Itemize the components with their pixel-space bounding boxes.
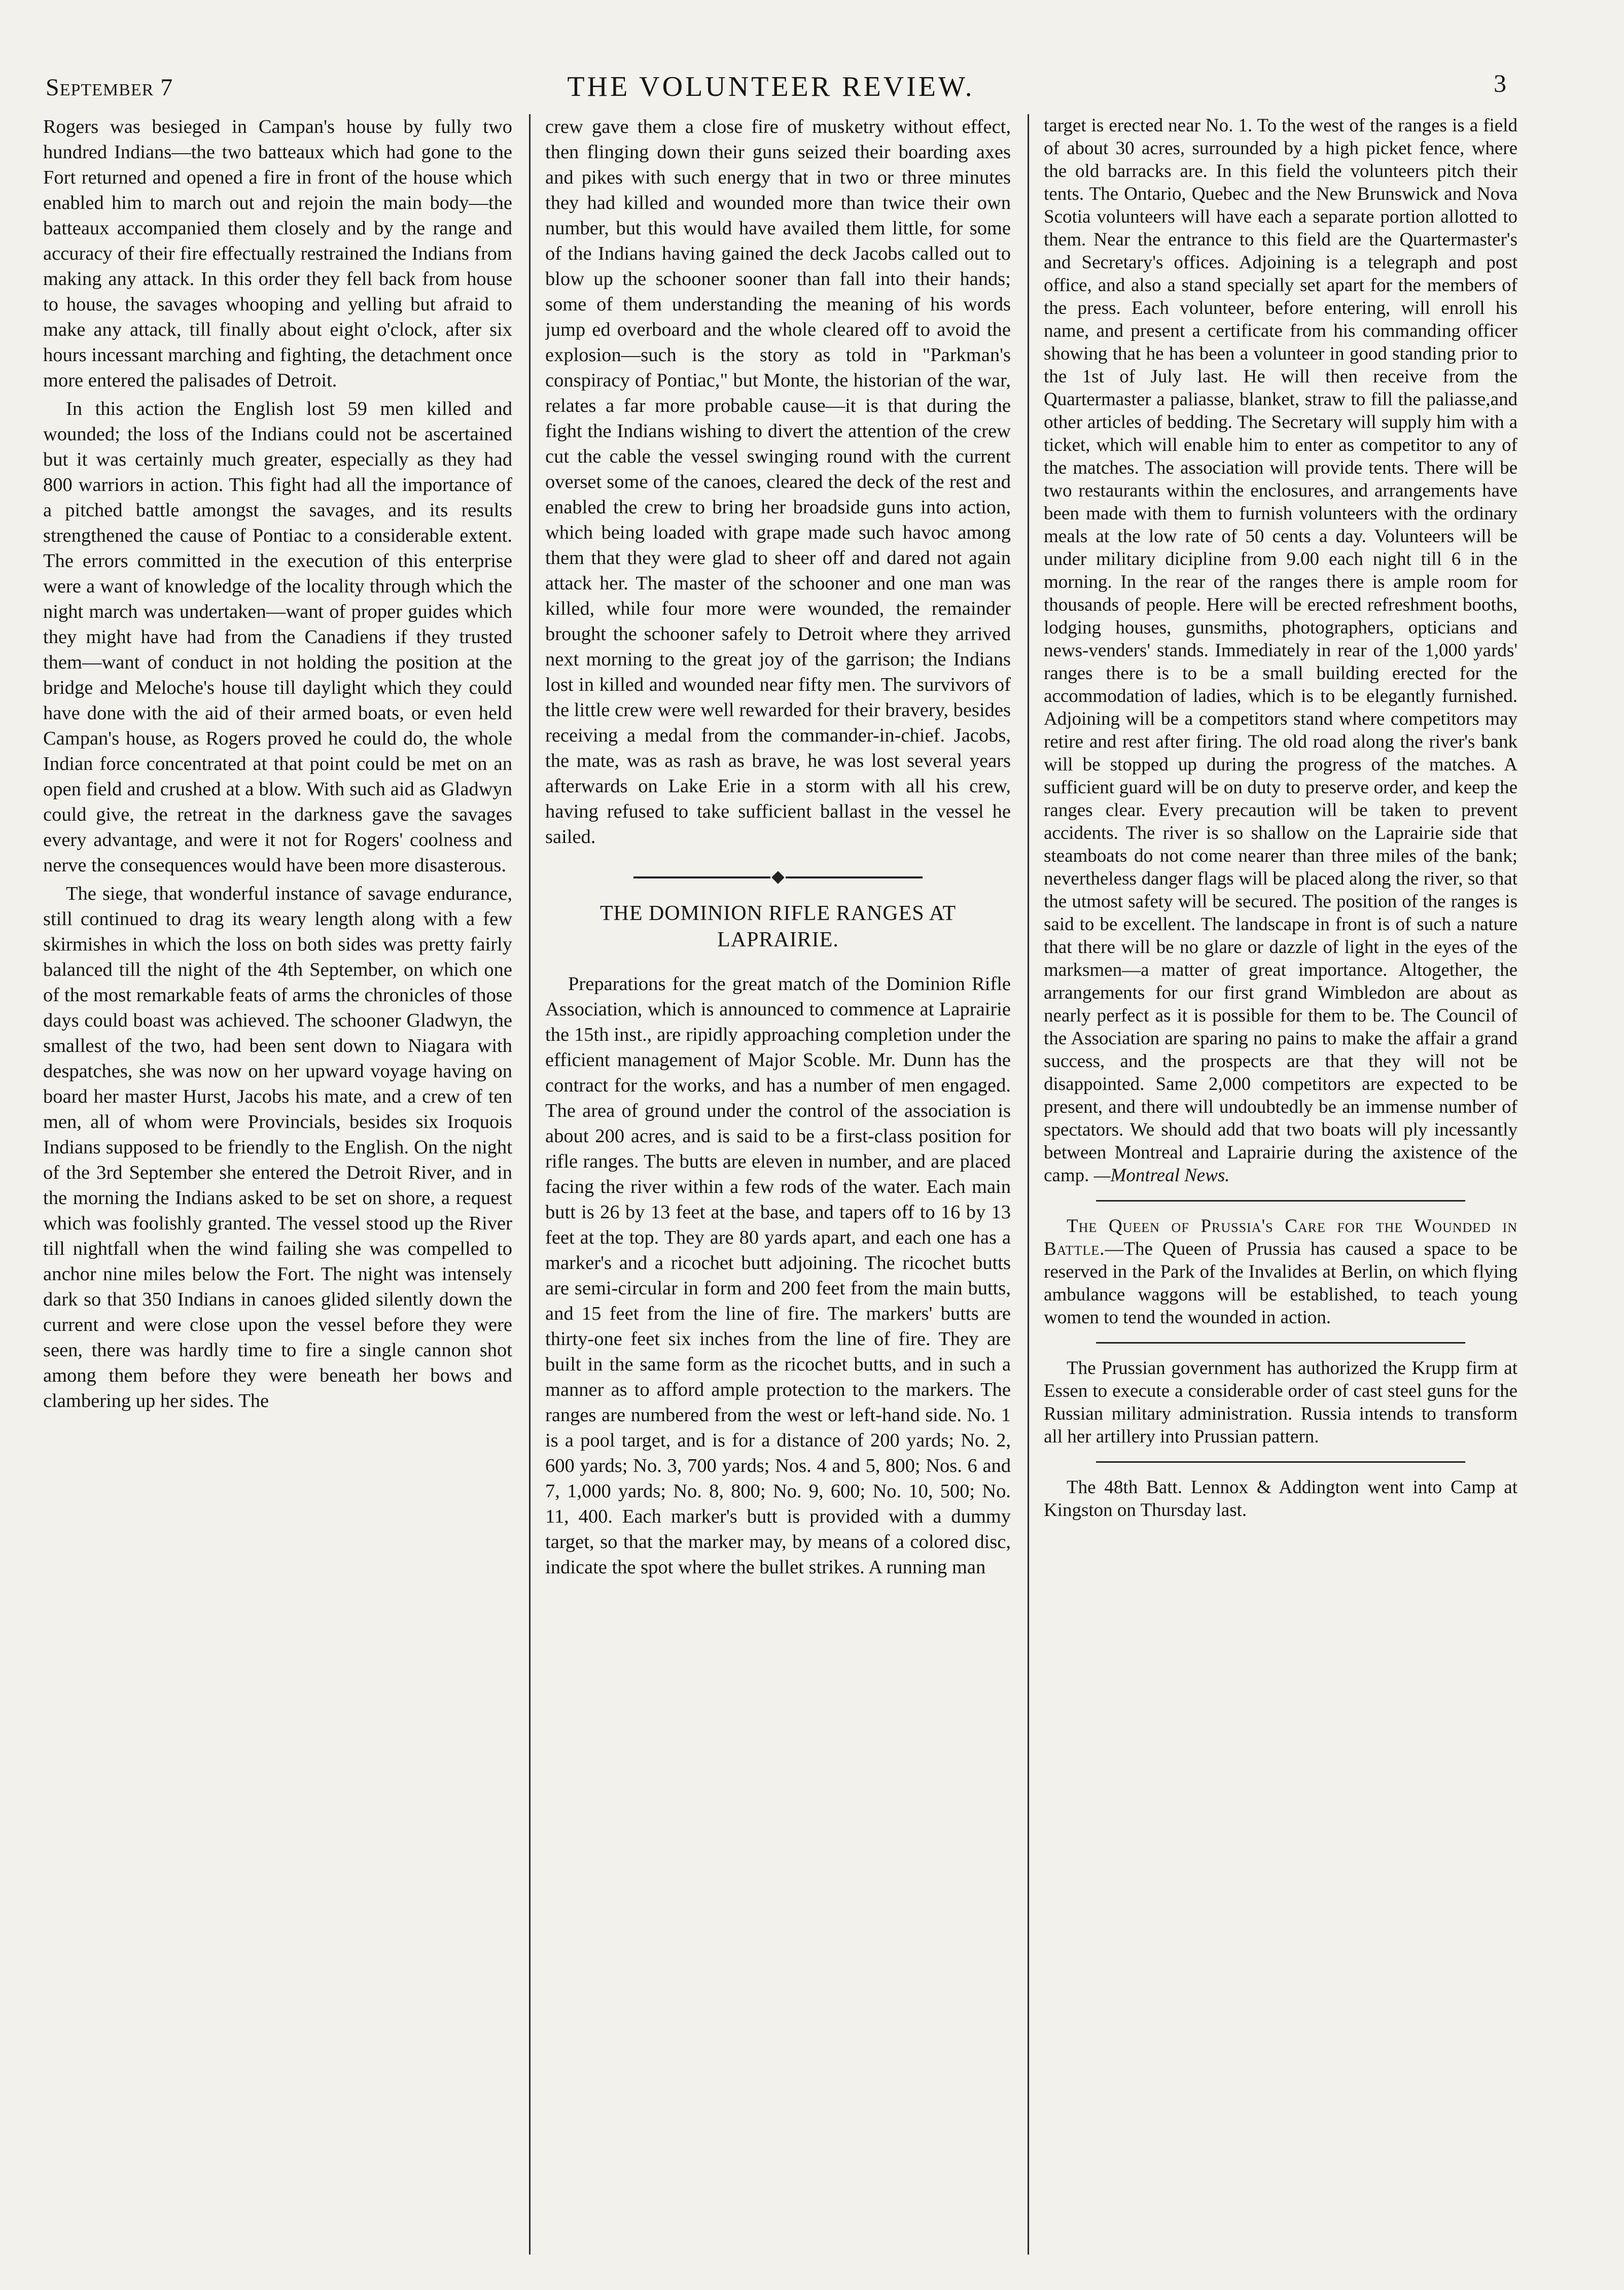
column-2 xyxy=(545,114,1011,2254)
section-rule xyxy=(1096,1342,1466,1344)
source-credit: —Montreal News. xyxy=(1093,1165,1230,1186)
article-heading: THE DOMINION RIFLE RANGES AT LAPRAIRIE. xyxy=(599,902,957,952)
section-separator xyxy=(633,870,922,885)
column-rule xyxy=(1028,114,1029,2254)
column-1 xyxy=(43,114,512,2254)
paragraph: The Prussian government has authorized the Krupp firm at Essen to execute a considerable order of cast steel guns for the Russian military administration. Russia intends to transform all her artillery into Prussian pattern. xyxy=(1044,1358,1517,1447)
paragraph xyxy=(1044,114,1517,1187)
column-rule xyxy=(529,114,531,2254)
paragraph-text: target is erected near No. 1. To the west of the ranges is a field of about 30 acres, surrounded by a high picket fence, where the old barracks are. In this field the volunteers pitch their tents. The Ontario, Quebec and the New Brunswick and Nova Scotia volunteers will have each a separate portion allotted to them. Near the entrance to this field are the Quartermaster's and Secretary's offices. Adjoining is a telegraph and post office, and also a stand specially set apart for the members of the press. Each volunteer, before entering, will enroll his name, and present a certificate from his commanding officer showing that he has been a volunteer in good standing prior to the 1st of July last. He will then receive from the Quartermaster a paliasse, blanket, straw to fill the paliasse,and other articles of bedding. The Secretary will supply him with a ticket, which will enable him to enter as competitor to any of the matches. The association will provide tents. There will be two restaurants within the enclosures, and arrangements have been made with them to furnish volunteers with the ordinary meals at the low rate of 50 cents a day. Volunteers will be under military dicipline from 9.00 each night till 6 in the morning. In the rear of the ranges there is ample room for thousands of people. Here will be erected refreshment booths, lodging houses, gunsmiths, photographers, opticians and news-venders' stands. Immediately in rear of the 1,000 yards' ranges there is to be a small building erected for the accommodation of ladies, which is to be elegantly furnished. Adjoining will be a competitors stand where competitors may retire and rest after firing. The old road along the river's bank will be stopped up during the progress of the matches. A sufficient guard will be on duty to preserve order, and keep the ranges clear. Every precaution will be taken to prevent accidents. The river is so shallow on the Laprairie side that steamboats do not come nearer than three miles of the bank; nevertheless danger flags will be placed along the river, so that the utmost safety will be secured. The position of the ranges is said to be excellent. The landscape in front is of such a nature that there will be no glare or dazzle of light in the eyes of the marksmen—a matter of great importance. Altogether, the arrangements for our first grand Wimbledon are about as nearly perfect as it is possible for them to be. The Council of the Association are sparing no pains to make the affair a grand success, and the prospects are that they will not be disappointed. Same 2,000 competitors are expected to be present, and there will undoubtedly be an immense number of spectators. We should add that two boats will ply incessantly between Montreal and Laprairie during the axistence of the camp. xyxy=(1044,115,1517,1186)
section-rule xyxy=(1096,1200,1466,1202)
paragraph-text: —The Queen of Prussia has caused a space to be reserved in the Park of the Invalides at Berlin, on which flying ambulance waggons will be established, to teach young women to tend the wounded in action. xyxy=(1044,1239,1517,1328)
run-in-heading: The Queen of Prussia's Care for the Wounded in Battle. xyxy=(1044,1216,1517,1259)
paragraph: Preparations for the great match of the Dominion Rifle Association, which is announced to commence at Laprairie the 15th inst., are ripidly approaching completion under the efficient management of Major Scoble. Mr. Dunn has the contract for the works, and has a number of men engaged. The area of ground under the control of the association is about 200 acres, and is said to be a first-class position for rifle ranges. The butts are eleven in number, and are placed facing the river within a few rods of the water. Each main butt is 26 by 13 feet at the base, and tapers off to 16 by 13 feet at the top. They are 80 yards apart, and each one has a marker's and a ricochet butt adjoining. The ricochet butts are semi-circular in form and 200 feet from the main butts, and 15 feet from the line of fire. The markers' butts are thirty-one feet six inches from the line of fire. They are built in the same form as the ricochet butts, and in such a manner as to afford ample protection to the markers. The ranges are numbered from the west or left-hand side. No. 1 is a pool target, and is for a distance of 200 yards; No. 2, 600 yards; No. 3, 700 yards; Nos. 4 and 5, 800; Nos. 6 and 7, 1,000 yards; No. 8, 800; No. 9, 600; No. 10, 500; No. 11, 400. Each marker's butt is provided with a dummy target, so that the marker may, by means of a colored disc, indicate the spot where the bullet strikes. A running man xyxy=(545,973,1011,1578)
issue-date: September 7 xyxy=(46,74,173,101)
section-rule xyxy=(1096,1461,1466,1463)
masthead-title: THE VOLUNTEER REVIEW. xyxy=(567,71,975,102)
column-3 xyxy=(1044,114,1517,2254)
paragraph: In this action the English lost 59 men killed and wounded; the loss of the Indians could not be ascertained but it was certainly much greater, especially as they had 800 warriors in action. This fight had all the importance of a pitched battle amongst the savages, and its results strengthened the cause of Pontiac to a considerable extent. The errors committed in the execution of this enterprise were a want of knowledge of the locality through which the night march was undertaken—want of proper guides which they might have had from the Canadiens if they trusted them—want of conduct in not holding the position at the bridge and Meloche's house till daylight which they could have done with the aid of their armed boats, or even held Campan's house, as Rogers proved he could do, the whole Indian force concentrated at that point could be met on an open field and crushed at a blow. With such aid as Gladwyn could give, the retreat in the darkness gave the savages every advantage, and were it not for Rogers' coolness and nerve the consequences would have been more disasterous. xyxy=(43,398,512,876)
paragraph: Rogers was besieged in Campan's house by fully two hundred Indians—the two batteaux which had gone to the Fort returned and opened a fire in front of the house which enabled him to march out and rejoin the main body—the batteaux accompanied them closely and by the range and accuracy of their fire effectually restrained the Indians from making any attack. In this order they fell back from house to house, the savages whooping and yelling but afraid to make any attack, till finally about eight o'clock, after six hours incessant marching and fighting, the detachment once more entered the palisades of Detroit. xyxy=(43,116,512,391)
page-number: 3 xyxy=(1494,69,1506,97)
paragraph: crew gave them a close fire of musketry without effect, then flinging down their guns seized their boarding axes and pikes with such energy that in two or three minutes they had killed and wounded more than twice their own number, but this would have availed them little, for some of the Indians having gained the deck Jacobs called out to blow up the schooner sooner than fall into their hands; some of them understanding the meaning of his words jump ed overboard and the whole cleared off to avoid the explosion—such is the story as told in "Parkman's conspiracy of Pontiac," but Monte, the historian of the war, relates a far more probable cause—it is that during the fight the Indians wishing to divert the attention of the crew cut the cable the vessel swinging round with the current overset some of the canoes, cleared the deck of the rest and enabled the crew to bring her broadside guns into action, which being loaded with grape made such havoc among them that they were glad to sheer off and dared not again attack her. The master of the schooner and one man was killed, while four more were wounded, the remainder brought the schooner safely to Detroit where they arrived next morning to the great joy of the garrison; the Indians lost in killed and wounded near fifty men. The survivors of the little crew were well rewarded for their bravery, besides receiving a medal from the commander-in-chief. Jacobs, the mate, was as rash as brave, he was lost several years afterwards on Lake Erie in a storm with all his crew, having refused to take sufficient ballast in the vessel he sailed. xyxy=(545,116,1011,848)
paragraph: The 48th Batt. Lennox & Addington went into Camp at Kingston on Thursday last. xyxy=(1044,1477,1517,1521)
running-head xyxy=(36,68,1506,114)
paragraph xyxy=(1044,1215,1517,1329)
paragraph: The siege, that wonderful instance of savage endurance, still continued to drag its weary length along with a few skirmishes in which the loss on both sides was pretty fairly balanced till the night of the 4th September, on which one of the most remarkable feats of arms the chronicles of those days could boast was achieved. The schooner Gladwyn, the smallest of the two, had been sent down to Niagara with despatches, she was now on her upward voyage having on board her master Hurst, Jacobs his mate, and a crew of ten men, all of whom were Provincials, besides six Iroquois Indians supposed to be friendly to the English. On the night of the 3rd September she entered the Detroit River, and in the morning the Indians asked to be set on shore, a request which was foolishly granted. The vessel stood up the River till nightfall when the wind failing she was compelled to anchor nine miles below the Fort. The night was intensely dark so that 350 Indians in canoes glided silently down the current and were close upon the vessel before they were seen, there was hardly time to fire a single cannon shot among them before they were beneath her bows and clambering up her sides. The xyxy=(43,883,512,1412)
